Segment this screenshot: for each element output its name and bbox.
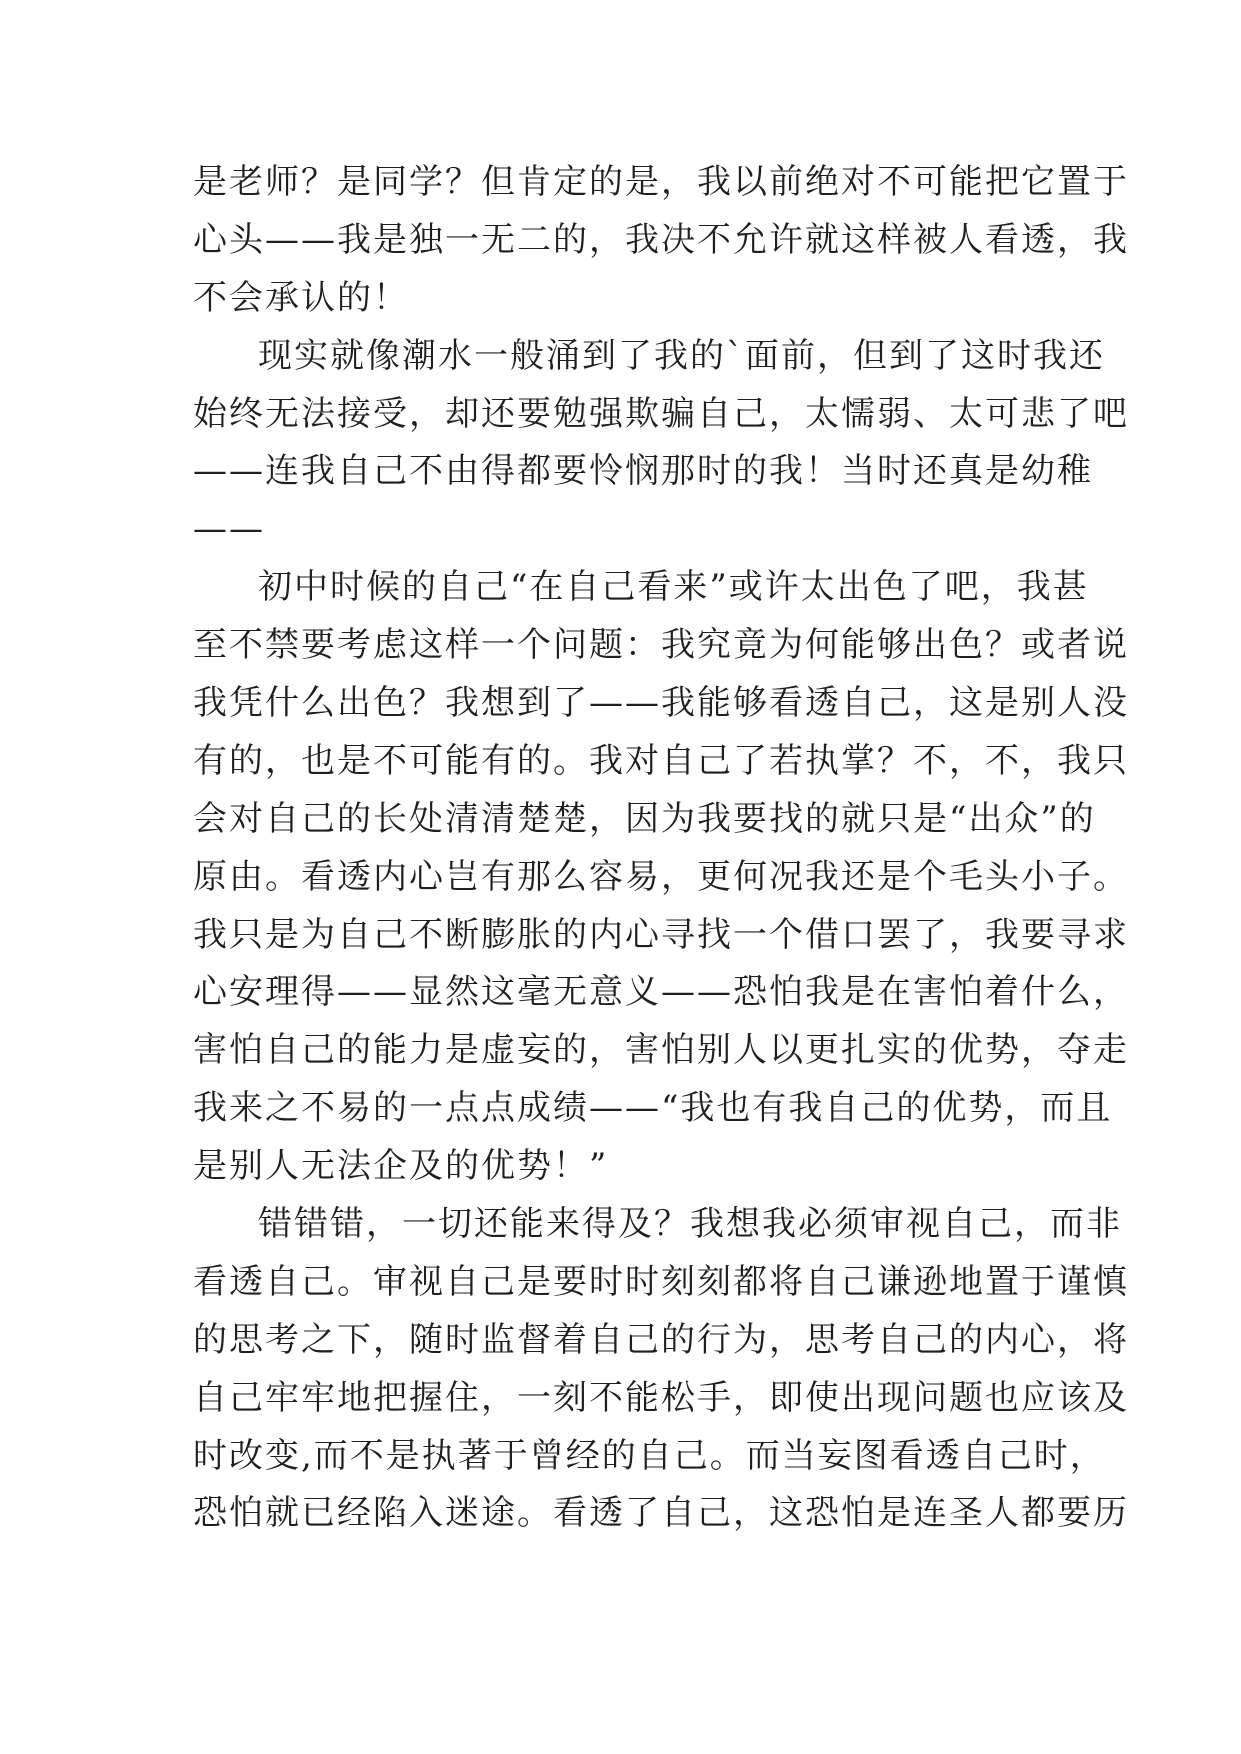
text-line: ——连我自己不由得都要怜悯那时的我！当时还真是幼稚 — [193, 451, 1093, 492]
text-line: 有的，也是不可能有的。我对自己了若执掌？不，不，我只 — [193, 740, 1129, 781]
text-line: 始终无法接受，却还要勉强欺骗自己，太懦弱、太可悲了吧 — [193, 393, 1129, 434]
text-line: 是老师？是同学？但肯定的是，我以前绝对不可能把它置于 — [193, 162, 1129, 202]
text-line: 我凭什么出色？我想到了——我能够看透自己，这是别人没 — [193, 683, 1129, 724]
text-line: 不会承认的！ — [193, 277, 409, 318]
text-line: 心头——我是独一无二的，我决不允许就这样被人看透，我 — [193, 219, 1129, 260]
text-line: 我来之不易的一点点成绩——“我也有我自己的优势，而且 — [193, 1088, 1113, 1129]
text-line: 心安理得——显然这毫无意义——恐怕我是在害怕着什么， — [193, 972, 1129, 1013]
text-line: 原由。看透内心岂有那么容易，更何况我还是个毛头小子。 — [193, 856, 1129, 897]
text-line: 害怕自己的能力是虚妄的，害怕别人以更扎实的优势，夺走 — [193, 1030, 1129, 1071]
paragraph-first-line: 现实就像潮水一般涌到了我的`面前，但到了这时我还 — [258, 335, 1105, 376]
text-line: 时改变,而不是执著于曾经的自己。而当妄图看透自己时， — [193, 1435, 1106, 1476]
text-line: —— — [193, 509, 265, 550]
paragraph-first-line: 错错错，一切还能来得及？我想我必须审视自己，而非 — [258, 1204, 1122, 1245]
text-line: 自己牢牢地把握住，一刻不能松手，即使出现问题也应该及 — [193, 1377, 1129, 1418]
text-line: 是别人无法企及的优势！” — [193, 1146, 609, 1187]
paragraph-first-line: 初中时候的自己“在自己看来”或许太出色了吧，我甚 — [258, 567, 1089, 608]
text-line: 的思考之下，随时监督着自己的行为，思考自己的内心，将 — [193, 1319, 1129, 1360]
text-line: 恐怕就已经陷入迷途。看透了自己，这恐怕是连圣人都要历 — [193, 1493, 1129, 1534]
body-text — [193, 154, 1129, 1543]
text-line: 看透自己。审视自己是要时时刻刻都将自己谦逊地置于谨慎 — [193, 1261, 1129, 1302]
text-line: 至不禁要考虑这样一个问题：我究竟为何能够出色？或者说 — [193, 625, 1129, 666]
text-line: 会对自己的长处清清楚楚，因为我要找的就只是“出众”的 — [193, 798, 1096, 839]
text-line: 我只是为自己不断膨胀的内心寻找一个借口罢了，我要寻求 — [193, 914, 1129, 955]
